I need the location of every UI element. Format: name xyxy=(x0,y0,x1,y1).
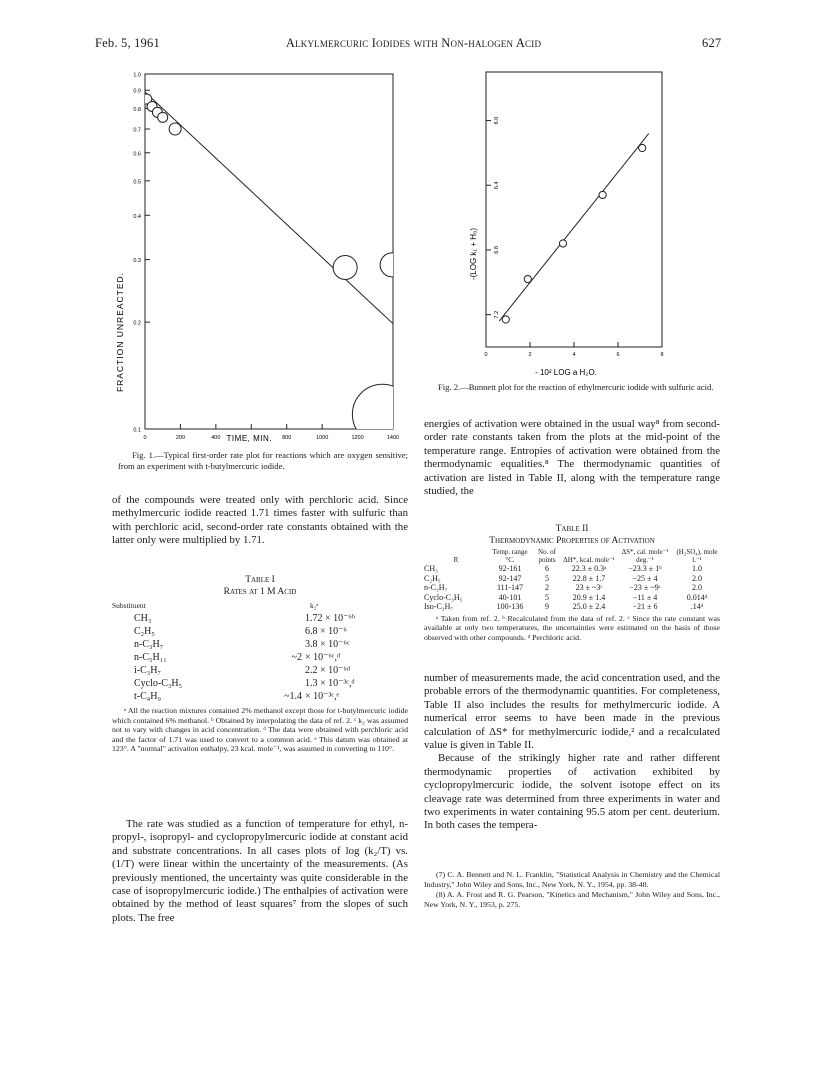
table-cell-substituent: t-C₄H₉ xyxy=(134,691,161,702)
table-cell-rate: × 10⁻⁶ᶜ,ᵈ xyxy=(305,652,341,663)
table-cell: 2.0 xyxy=(692,583,702,592)
table-row xyxy=(112,651,408,664)
table-cell-substituent: n-C₃H₇ xyxy=(134,639,164,650)
y-tick-label: 0.3 xyxy=(133,258,141,265)
table-2-head-cell: Temp. range °C. xyxy=(492,548,528,564)
table-2-title: Thermodynamic Properties of Activation xyxy=(489,536,655,546)
y-tick-label: 6.8 xyxy=(494,246,500,254)
table-cell: CH₃ xyxy=(424,564,438,573)
table-cell: 20.9 ± 1.4 xyxy=(572,592,606,602)
table-2-head-cell: R xyxy=(453,556,459,564)
x-tick-label: 0 xyxy=(143,435,147,441)
table-row xyxy=(112,677,408,690)
figure-2-caption: Fig. 2.—Bunnett plot for the reaction of ethylmercuric iodide with sulfuric acid. xyxy=(438,382,714,392)
table-cell-rate: 6.8 × 10⁻⁶ xyxy=(305,626,347,637)
table-cell: .14ᵈ xyxy=(690,602,704,611)
table-1 xyxy=(112,575,408,754)
table-cell: 5 xyxy=(545,592,549,602)
table-cell-approx xyxy=(262,612,302,625)
table-cell-rate: 1.3 × 10⁻³ᶜ,ᵈ xyxy=(305,678,355,689)
x-tick-label: 0 xyxy=(484,352,488,358)
table-2-head-cell: No. of points xyxy=(538,548,556,564)
table-cell-substituent: i-C₃H₇ xyxy=(134,665,161,676)
table-1-grid xyxy=(112,599,408,703)
table-cell: −23 ± ~9ᶜ xyxy=(629,583,661,592)
table-cell: 25.0 ± 2.4 xyxy=(572,602,606,611)
table-cell-substituent: CH₃ xyxy=(134,613,152,624)
y-tick-label: 0.9 xyxy=(133,88,141,95)
paragraph: energies of activation were obtained in the usual way⁸ from second-order rate constants taken from the plots at the mid-point of the temperature range. Entropies of activation were obtained from the thermodynamic equalities.⁸ The thermodynamic quantities of activation are listed in Table II, along with the temperature range studied, the xyxy=(424,418,720,498)
table-cell: 6 xyxy=(545,564,549,573)
table-cell-rate: 2.2 × 10⁻⁶ᵈ xyxy=(305,665,351,676)
table-cell: Cyclo-C₃H₅ xyxy=(424,592,463,602)
x-tick-label: 200 xyxy=(175,435,186,441)
table-row xyxy=(112,612,408,625)
table-cell: 9 xyxy=(545,602,549,611)
plot-frame xyxy=(486,72,662,347)
table-1-head-k: k₂ᵃ xyxy=(310,601,319,610)
table-row xyxy=(112,638,408,651)
y-tick-label: 1.0 xyxy=(133,72,141,79)
table-cell: 5 xyxy=(545,573,549,583)
x-tick-label: 6 xyxy=(616,352,620,358)
table-row xyxy=(112,664,408,677)
references xyxy=(424,870,720,909)
y-tick-label: 0.6 xyxy=(133,151,141,158)
y-tick-label: 6.0 xyxy=(494,116,500,125)
table-2-head-cell: ΔH*, kcal. mole⁻¹ xyxy=(563,556,615,564)
table-2-header xyxy=(424,548,720,564)
table-row xyxy=(112,690,408,703)
data-point xyxy=(599,191,606,198)
data-point xyxy=(169,123,181,135)
table-2-head-cell: ΔS*, cal. mole⁻¹ deg.⁻¹ xyxy=(621,548,669,564)
x-tick-label: 1000 xyxy=(316,435,329,441)
table-cell: 0.014ᵈ xyxy=(686,592,708,602)
table-cell-approx: ~2 xyxy=(291,652,302,663)
table-cell: 111-147 xyxy=(496,583,524,592)
x-tick-label: 8 xyxy=(660,352,664,358)
table-cell: 92-147 xyxy=(498,573,522,583)
table-cell-approx xyxy=(262,677,302,690)
table-cell: 40-101 xyxy=(498,592,522,602)
table-2-body xyxy=(424,564,720,612)
figure-2-plot xyxy=(484,72,663,358)
y-tick-label: 7.2 xyxy=(494,310,500,319)
data-point xyxy=(333,256,357,280)
data-point xyxy=(380,253,404,277)
running-date: Feb. 5, 1961 xyxy=(95,36,160,50)
table-2-label: Table II xyxy=(555,524,589,534)
table-cell-approx: ~1.4 xyxy=(284,691,302,702)
table-cell: 1.0 xyxy=(692,564,702,573)
figure-1-ylabel: FRACTION UNREACTED. xyxy=(115,271,125,393)
figure-2-xlabel: - 10² LOG a H₂O. xyxy=(535,368,597,377)
table-1-head-substituent: Substituent xyxy=(112,601,146,610)
data-points xyxy=(142,94,413,444)
table-cell: −11 ± 4 xyxy=(632,592,658,602)
figure-1-plot xyxy=(133,73,412,445)
table-row xyxy=(424,574,720,584)
left-column-top xyxy=(112,494,408,548)
table-cell: −23.3 ± 1ᵇ xyxy=(628,564,662,573)
x-axis-label: TIME, MIN. xyxy=(226,434,273,443)
figure-1-chart xyxy=(95,62,415,447)
table-cell: 22.3 ± 0.3ᵃ xyxy=(571,564,607,573)
table-cell: −21 ± 6 xyxy=(632,602,658,611)
table-cell: −25 ± 4 xyxy=(632,573,658,583)
table-cell-rate: 1.72 × 10⁻⁶ᵇ xyxy=(305,613,355,624)
y-tick-label: 0.7 xyxy=(133,127,141,134)
table-cell-approx xyxy=(262,664,302,677)
left-column-bottom xyxy=(112,818,408,925)
fit-line xyxy=(145,92,393,324)
data-point xyxy=(524,275,531,282)
table-2-footnotes: ᵃ Taken from ref. 2. ᵇ Recalculated from the data of ref. 2. ᶜ Since the rate constant was available at only two temperatures, the uncertainties were estimated on the basis of those observed with other compounds. ᵈ Perchloric acid. xyxy=(424,613,720,642)
figure-2-ylabel: -(LOG k₁ + H₀) xyxy=(469,227,478,281)
table-cell-rate: 3.8 × 10⁻⁶ᶜ xyxy=(305,639,350,650)
y-tick-label: 0.2 xyxy=(133,320,141,327)
y-tick-label: 6.4 xyxy=(494,181,500,190)
figure-2-chart xyxy=(462,62,682,382)
y-tick-label: 0.8 xyxy=(133,106,141,113)
table-1-footnotes: ᵃ All the reaction mixtures contained 2% methanol except those for t-butylmercuric iodide which contained 6% methanol. ᵇ Obtained by interpolating the data of ref. 2. ᶜ k₂ was assumed not to vary with changes in acid concentration. ᵈ The data were obtained with perchloric acid and the factor of 1.71 was used to convert to a common acid. ᵉ This datum was obtained at 123°. A "normal" activation enthalpy, 23 kcal. mole⁻¹, was assumed in converting to 110°. xyxy=(112,706,408,754)
right-column-top xyxy=(424,418,720,498)
table-row xyxy=(112,625,408,638)
y-tick-label: 0.1 xyxy=(133,427,141,434)
table-row xyxy=(424,593,720,603)
table-1-body xyxy=(112,612,408,703)
table-cell: C₂H₅ xyxy=(424,573,441,583)
paragraph: of the compounds were treated only with perchloric acid. Since methylmercuric iodide reacted 1.71 times faster with sulfuric than with perchloric acid, second-order rate constants obtained with the latter only were multiplied by 1.71. xyxy=(112,494,408,547)
table-cell: 2.0 xyxy=(692,573,702,583)
right-column-bottom xyxy=(424,672,720,833)
reference-7: (7) C. A. Bennett and N. L. Franklin, "Statistical Analysis in Chemistry and the Chemical Industry," John Wiley and Sons, Inc., New York, N. Y., 1954, pp. 38-40. xyxy=(424,870,720,889)
table-cell-approx xyxy=(262,638,302,651)
table-cell: 92-161 xyxy=(498,564,522,573)
table-cell: n-C₃H₇ xyxy=(424,583,448,592)
data-point xyxy=(502,316,509,323)
table-cell: 23 ± ~3ᶜ xyxy=(575,583,603,592)
data-point xyxy=(559,240,566,247)
data-point xyxy=(639,144,646,151)
table-cell-substituent: C₂H₅ xyxy=(134,626,155,637)
table-cell: 22.8 ± 1.7 xyxy=(572,573,606,583)
running-title: Alkylmercuric Iodides with Non-halogen Acid xyxy=(285,36,542,50)
table-cell: 100-136 xyxy=(496,602,524,611)
paragraph: number of measurements made, the acid concentration used, and the probable errors of the thermodynamic quantities. For completeness, Table II also includes the results for methylmercuric iodide. A numerical error seems to have been made in the previous calculation of ΔS* for methylmercuric iodide,² and a recalculated value is given in Table II. xyxy=(424,672,720,752)
table-row xyxy=(424,564,720,574)
table-cell: Iso-C₃H₇ xyxy=(424,602,454,611)
page-number: 627 xyxy=(702,36,722,50)
fit-line xyxy=(499,133,649,321)
x-tick-label: 2 xyxy=(528,352,532,358)
table-cell-substituent: n-C₅H₁₁ xyxy=(134,652,167,663)
y-tick-label: 0.4 xyxy=(133,213,141,220)
paragraph: Because of the strikingly higher rate and rather different thermodynamic properties of activation exhibited by cyclopropylmercuric iodide, the solvent isotope effect on its cleavage rate was determined from three experiments in water and two experiments in water containing 95.5 atom per cent. deuterium. In both cases the tempera- xyxy=(424,752,720,832)
paragraph: The rate was studied as a function of temperature for ethyl, n-propyl-, isopropyl- and cyclopropylmercuric iodide at constant acid and substrate concentrations. In all cases plots of log (k₂/T) vs. (1/T) were linear within the uncertainty of the measurements. (As previously mentioned, the uncertainty was quite considerable in the case of isopropylmercuric iodide.) The enthalpies of activation were obtained by the method of least squares⁷ from the slopes of such plots. The free xyxy=(112,818,408,924)
table-1-label: Table I xyxy=(245,575,275,585)
table-2-head-cell: (H₂SO₄), mole l.⁻¹ xyxy=(676,548,718,564)
table-cell-approx xyxy=(262,625,302,638)
table-2 xyxy=(424,524,720,642)
data-point xyxy=(158,112,168,122)
table-2-grid xyxy=(424,548,720,612)
x-tick-label: 1200 xyxy=(351,435,364,441)
table-row xyxy=(424,602,720,612)
table-row xyxy=(424,583,720,593)
figure-1-caption: Fig. 1.—Typical first-order rate plot for reactions which are oxygen sensitive; from an experiment with t-butylmercuric iodide. xyxy=(118,450,408,471)
x-tick-label: 800 xyxy=(282,435,292,441)
x-tick-label: 400 xyxy=(211,435,221,441)
table-cell: 2 xyxy=(545,583,549,592)
table-cell-substituent: Cyclo-C₃H₅ xyxy=(134,678,183,689)
y-tick-label: 0.5 xyxy=(133,179,141,186)
table-1-title: Rates at 1 M Acid xyxy=(223,587,297,597)
table-cell-rate: × 10⁻³ᶜ,ᵉ xyxy=(305,691,340,702)
reference-8: (8) A. A. Frost and R. G. Pearson, "Kinetics and Mechanism," John Wiley and Sons, Inc., New York, N. Y., 1953, p. 275. xyxy=(424,890,720,909)
x-tick-label: 4 xyxy=(572,352,576,358)
x-tick-label: 1400 xyxy=(386,435,400,441)
